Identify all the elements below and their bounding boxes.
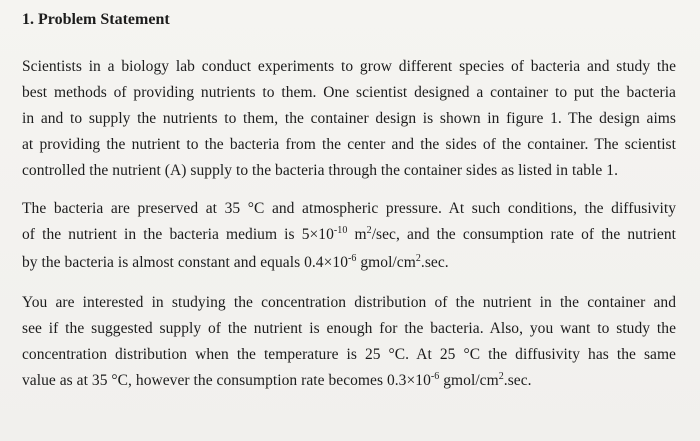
section-number: 1.	[22, 11, 34, 28]
exponent: -10	[333, 225, 348, 236]
exponent: 2	[366, 225, 372, 236]
paragraph-line: controlled the nutrient (A) supply to the bacteria through the container sides as listed in table 1.	[22, 162, 618, 179]
paragraph-line: concentration distribution when the temperature is 25 °C. At 25 °C the diffusivity has the same	[22, 346, 676, 363]
paragraph-line	[22, 250, 676, 278]
paragraph-line: best methods of providing nutrients to them. One scientist designed a container to put the bacteria	[22, 84, 676, 101]
text-run: /sec, and the consumption rate of the nutrient	[371, 226, 676, 243]
text-run: value as at 35 °C, however the consumption rate becomes 0.3×10	[22, 372, 431, 389]
paragraph-1	[22, 54, 676, 184]
paragraph-3	[22, 290, 676, 396]
section-heading	[22, 10, 676, 30]
paragraph-line: see if the suggested supply of the nutrient is enough for the bacteria. Also, you want to study the	[22, 320, 676, 337]
section-title: Problem Statement	[38, 11, 170, 28]
paragraph-line: in and to supply the nutrients to them, the container design is shown in figure 1. The design aims	[22, 110, 676, 127]
paragraph-line: The bacteria are preserved at 35 °C and atmospheric pressure. At such conditions, the diffusivity	[22, 200, 676, 217]
text-run: m	[347, 226, 367, 243]
paragraph-line: You are interested in studying the concentration distribution of the nutrient in the container and	[22, 294, 676, 311]
text-run: of the nutrient in the bacteria medium is 5×10	[22, 226, 334, 243]
text-run: gmol/cm	[439, 372, 499, 389]
paragraph-2	[22, 196, 676, 278]
text-run: .sec.	[503, 372, 532, 389]
paragraph-line: Scientists in a biology lab conduct experiments to grow different species of bacteria and study the	[22, 58, 676, 75]
text-run: by the bacteria is almost constant and equals 0.4×10	[22, 254, 348, 271]
exponent: 2	[498, 371, 504, 382]
text-run: .sec.	[420, 254, 449, 271]
exponent: 2	[415, 253, 421, 264]
paragraph-line	[22, 222, 676, 250]
text-run: gmol/cm	[356, 254, 416, 271]
paragraph-line: at providing the nutrient to the bacteria from the center and the sides of the container. The scientist	[22, 136, 676, 153]
paragraph-line	[22, 368, 676, 396]
exponent: -6	[348, 253, 357, 264]
exponent: -6	[430, 371, 440, 382]
